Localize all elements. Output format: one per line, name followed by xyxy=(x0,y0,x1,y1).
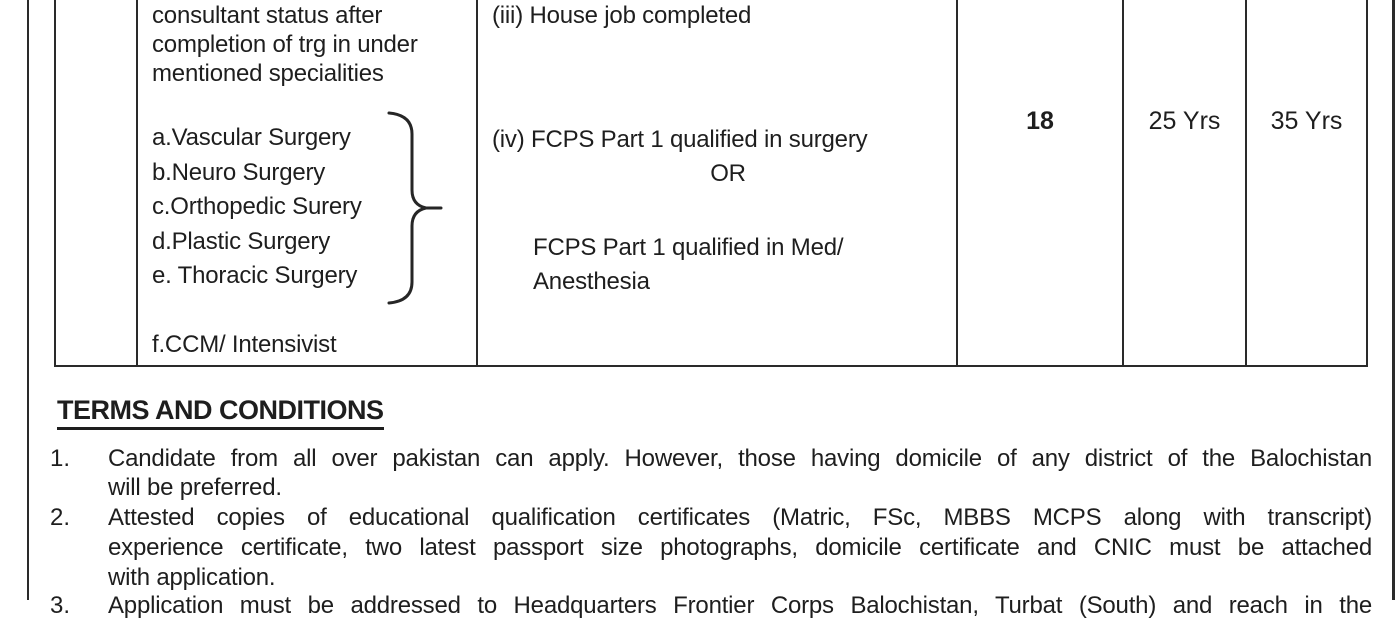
table-divider-serial xyxy=(136,0,138,367)
term-line: Candidate from all over pakistan can apply. However, those having domicile of any district of the Balochistan xyxy=(108,445,1372,472)
term-item-2 xyxy=(108,503,1372,593)
term-number: 2. xyxy=(50,504,71,531)
terms-heading: TERMS AND CONDITIONS xyxy=(57,396,384,430)
table-divider-minage xyxy=(1245,0,1247,367)
specialties-list xyxy=(152,121,362,294)
specialty-item: b.Neuro Surgery xyxy=(152,158,326,186)
qualification-alternative xyxy=(533,231,843,299)
term-number: 1. xyxy=(50,445,71,472)
term-number: 3. xyxy=(50,592,71,619)
requirement-line: completion of trg in under xyxy=(152,31,418,58)
qualification-iii: (iii) House job completed xyxy=(492,2,752,29)
vacancies-value: 18 xyxy=(1026,107,1054,135)
specialty-item-f: f.CCM/ Intensivist xyxy=(152,331,337,358)
requirement-line: consultant status after xyxy=(152,2,383,29)
requirement-line: mentioned specialities xyxy=(152,60,384,87)
table-border-right xyxy=(1366,0,1368,367)
specialty-item: a.Vascular Surgery xyxy=(152,124,351,151)
table-divider-vacancies xyxy=(1122,0,1124,367)
term-item-1 xyxy=(108,444,1372,502)
table-divider-specialties xyxy=(476,0,478,367)
term-line: Application must be addressed to Headquarters Frontier Corps Balochistan, Turbat (South) and reach in the xyxy=(108,592,1372,619)
qualification-alt-line: Anesthesia xyxy=(533,268,650,295)
specialty-item: d.Plastic Surgery xyxy=(152,227,331,255)
term-line: experience certificate, two latest passport size photographs, domicile certificate and CNIC must be attached xyxy=(108,534,1372,561)
specialty-item: e. Thoracic Surgery xyxy=(152,262,358,289)
term-line: with application. xyxy=(108,564,276,591)
term-line: will be preferred. xyxy=(108,474,282,501)
max-age-value: 35 Yrs xyxy=(1270,107,1343,135)
table-border-left xyxy=(54,0,56,367)
table-divider-qualification xyxy=(956,0,958,367)
page-border-left xyxy=(27,0,29,600)
right-brace-icon xyxy=(385,110,443,306)
qualification-or: OR xyxy=(710,160,746,187)
table-border-bottom xyxy=(54,365,1368,367)
specialty-item: c.Orthopedic Surery xyxy=(152,193,362,220)
qualification-iv: (iv) FCPS Part 1 qualified in surgery xyxy=(492,126,868,153)
requirement-paragraph xyxy=(152,1,418,88)
qualification-alt-line: FCPS Part 1 qualified in Med/ xyxy=(533,234,844,261)
term-item-3 xyxy=(108,591,1372,621)
min-age-value: 25 Yrs xyxy=(1148,107,1221,135)
term-line: Attested copies of educational qualification certificates (Matric, FSc, MBBS MCPS along with transcript) xyxy=(108,504,1372,531)
page-border-right xyxy=(1392,0,1395,600)
